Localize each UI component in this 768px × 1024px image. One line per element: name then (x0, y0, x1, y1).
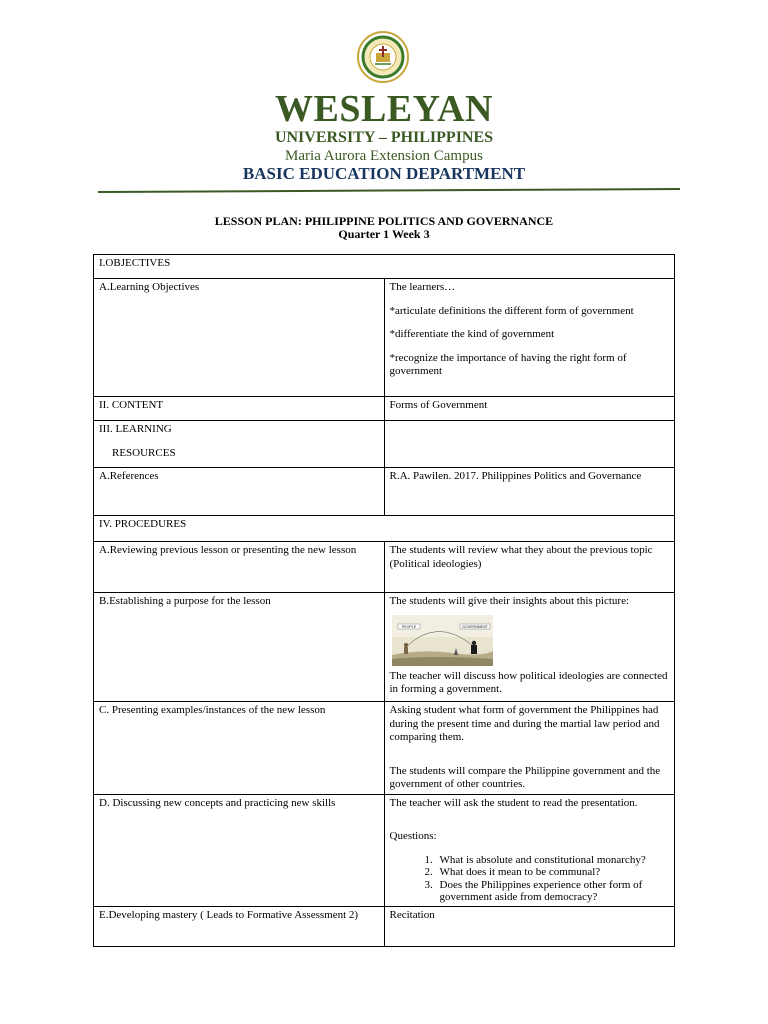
question-item: 1. What is absolute and constitutional monarchy? (436, 854, 670, 867)
table-row-reviewing (94, 542, 675, 593)
learning-resources-value (384, 421, 675, 468)
content-label: II. CONTENT (94, 397, 385, 421)
table-row-learning-resources (94, 421, 675, 468)
mastery-value: Recitation (384, 906, 675, 946)
presenting-label: C. Presenting examples/instances of the new lesson (94, 702, 385, 795)
people-government-cartoon-image (392, 615, 493, 666)
table-row-establishing (94, 593, 675, 702)
procedures-heading: IV. PROCEDURES (94, 516, 675, 542)
brand-name: WESLEYAN (274, 88, 493, 130)
mastery-label: E.Developing mastery ( Leads to Formative Assessment 2) (94, 906, 385, 946)
objectives-line: *recognize the importance of having the right form of government (389, 351, 627, 377)
objectives-line: *differentiate the kind of government (389, 328, 555, 340)
objectives-heading: I.OBJECTIVES (94, 255, 675, 279)
establishing-content (384, 593, 675, 702)
picture-label-people: PEOPLE (401, 624, 416, 629)
table-row-content (94, 397, 675, 421)
learning-resources-label (94, 421, 385, 468)
table-row-procedures (94, 516, 675, 542)
reviewing-label: A.Reviewing previous lesson or presenting the new lesson (94, 542, 385, 593)
objectives-line: *articulate definitions the different form of government (389, 304, 634, 317)
learning-resources-label-line: III. LEARNING (99, 423, 172, 435)
establishing-label: B.Establishing a purpose for the lesson (94, 593, 385, 702)
learning-resources-label-line: RESOURCES (112, 446, 176, 459)
discussing-label: D. Discussing new concepts and practicing new skills (94, 794, 385, 906)
establishing-outro: The teacher will discuss how political ideologies are connected in forming a government. (389, 669, 668, 695)
establishing-intro: The students will give their insights about this picture: (389, 595, 630, 607)
learning-objectives-label: A.Learning Objectives (94, 279, 385, 397)
discussing-line: The teacher will ask the student to read the presentation. (389, 796, 638, 809)
questions-label: Questions: (389, 830, 437, 842)
table-row-references (94, 468, 675, 516)
campus-name: Maria Aurora Extension Campus (285, 148, 483, 164)
lesson-plan-table (93, 254, 675, 947)
question-item: 3. Does the Philippines experience other form of government aside from democracy? (436, 879, 670, 904)
question-item: 2. What does it mean to be communal? (436, 866, 670, 879)
picture-label-government: GOVERNMENT (461, 624, 488, 629)
references-label: A.References (94, 468, 385, 516)
department-name: BASIC EDUCATION DEPARTMENT (242, 164, 526, 183)
learning-objectives-content (384, 279, 675, 397)
presenting-line: Asking student what form of government the Philippines had during the present time and during the martial law period and comparing them. (389, 704, 660, 743)
table-row-mastery (94, 906, 675, 946)
document-subtitle: Quarter 1 Week 3 (338, 227, 430, 241)
table-row-presenting (94, 702, 675, 795)
content-value: Forms of Government (384, 397, 675, 421)
table-row-objectives (94, 255, 675, 279)
header-divider (98, 186, 680, 194)
presenting-content (384, 702, 675, 795)
table-row-learning-objectives (94, 279, 675, 397)
university-name: UNIVERSITY – PHILIPPINES (274, 129, 494, 146)
objectives-line: The learners… (389, 281, 456, 293)
references-value: R.A. Pawilen. 2017. Philippines Politics and Governance (384, 468, 675, 516)
questions-list (390, 854, 670, 904)
presenting-line: The students will compare the Philippine government and the government of other countries. (389, 764, 661, 790)
discussing-content (384, 794, 675, 906)
document-title: LESSON PLAN: PHILIPPINE POLITICS AND GOVERNANCE (214, 214, 554, 228)
table-row-discussing (94, 794, 675, 906)
reviewing-value: The students will review what they about the previous topic (Political ideologies) (384, 542, 675, 593)
university-seal-icon (357, 31, 409, 83)
